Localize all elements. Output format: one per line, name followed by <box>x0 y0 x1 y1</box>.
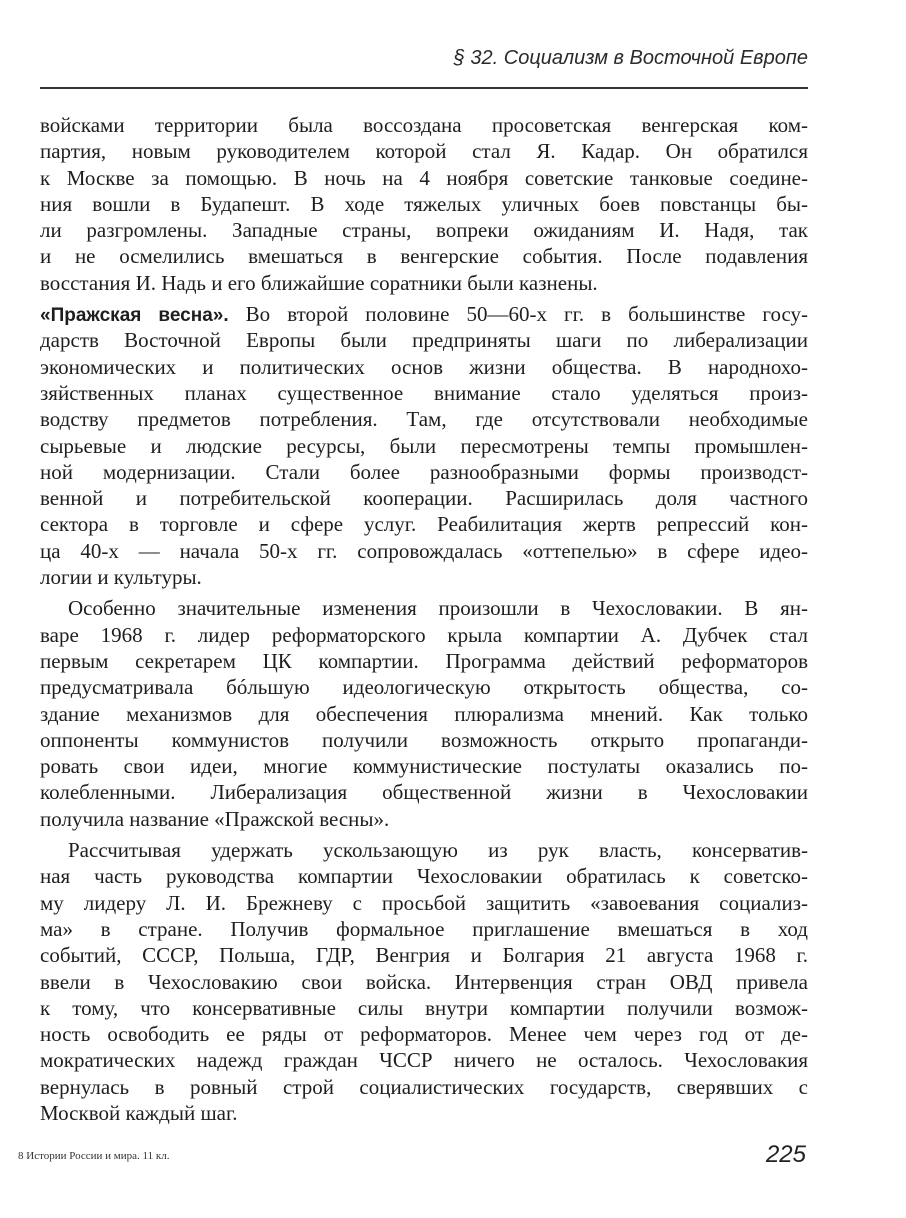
text-line: сырьевые и людские ресурсы, были пересмотрены темпы промышлен- <box>40 433 808 458</box>
text-line: и не осмелились вмешаться в венгерские события. После подавления <box>40 244 808 269</box>
text-line: Москвой каждый шаг. <box>40 1100 238 1125</box>
text-line: варе 1968 г. лидер реформаторского крыла компартии А. Дубчек стал <box>40 622 808 647</box>
text-line: экономических и политических основ жизни общества. В народнохо- <box>40 354 808 379</box>
text-line <box>40 301 808 327</box>
text-line: колебленными. Либерализация общественной жизни в Чехословакии <box>40 780 808 805</box>
printer-signature: 8 Истории России и мира. 11 кл. <box>18 1150 170 1162</box>
text-line: вернулась в ровный строй социалистических государств, сверявших с <box>40 1074 808 1099</box>
text-line: ма» в стране. Получив формальное приглашение вмешаться в ход <box>40 916 808 941</box>
text-line: му лидеру Л. И. Брежневу с просьбой защитить «завоевания социализ- <box>40 890 808 915</box>
text-run: Во второй половине 50—60-х гг. в большинстве госу- <box>228 302 808 327</box>
section-subheading: «Пражская весна». <box>40 305 229 327</box>
text-line: ность освободить ее ряды от реформаторов. Менее чем через год от де- <box>40 1022 808 1047</box>
text-line: ца 40-х — начала 50-х гг. сопровождалась «оттепелью» в сфере идео- <box>40 538 808 563</box>
text-line: предусматривала бóльшую идеологическую открытость общества, со- <box>40 675 808 700</box>
text-line: ровать свои идеи, многие коммунистические постулаты оказались по- <box>40 754 808 779</box>
text-line: венной и потребительской кооперации. Расширилась доля частного <box>40 486 808 511</box>
text-line: здание механизмов для обеспечения плюрализма мнений. Как только <box>40 701 808 726</box>
paragraph <box>40 595 808 832</box>
text-line: водству предметов потребления. Там, где отсутствовали необходимые <box>40 407 808 432</box>
text-line: первым секретарем ЦК компартии. Программа действий реформаторов <box>40 648 808 673</box>
text-line: логии и культуры. <box>40 565 202 590</box>
text-line: ли разгромлены. Западные страны, вопреки ожиданиям И. Надя, так <box>40 218 808 243</box>
text-line: партия, новым руководителем которой стал Я. Кадар. Он обратился <box>40 139 808 164</box>
text-line: ная часть руководства компартии Чехословакии обратилась к советско- <box>40 864 808 889</box>
text-line: получила название «Пражской весны». <box>40 806 390 831</box>
text-line: событий, СССР, Польша, ГДР, Венгрия и Болгария 21 августа 1968 г. <box>40 943 808 968</box>
paragraph <box>40 112 808 296</box>
text-line: сектора в торговле и сфере услуг. Реабилитация жертв репрессий кон- <box>40 512 808 537</box>
text-line: войсками территории была воссоздана просоветская венгерская ком- <box>40 113 808 137</box>
text-line: дарств Восточной Европы были предприняты шаги по либерализации <box>40 328 808 353</box>
page-number: 225 <box>765 1141 806 1168</box>
paragraph <box>40 301 808 590</box>
text-line: мократических надежд граждан ЧССР ничего не осталось. Чехословакия <box>40 1048 808 1073</box>
text-line: ввели в Чехословакию свои войска. Интервенция стран ОВД привела <box>40 969 808 994</box>
text-line: Особенно значительные изменения произошли в Чехословакии. В ян- <box>68 596 808 621</box>
text-line: зяйственных планах существенное внимание стало уделяться произ- <box>40 380 808 405</box>
text-line: ной модернизации. Стали более разнообразными формы производст- <box>40 459 808 484</box>
running-header: § 32. Социализм в Восточной Европе <box>453 47 808 69</box>
text-line: оппоненты коммунистов получили возможность открыто пропаганди- <box>40 727 808 752</box>
text-line: ния вошли в Будапешт. В ходе тяжелых уличных боев повстанцы бы- <box>40 191 808 216</box>
text-line: к Москве за помощью. В ночь на 4 ноября советские танковые соедине- <box>40 165 808 190</box>
text-line: к тому, что консервативные силы внутри компартии получили возмож- <box>40 995 808 1020</box>
paragraph <box>40 837 808 1126</box>
header-rule <box>40 87 808 89</box>
text-line: восстания И. Надь и его ближайшие соратники были казнены. <box>40 270 598 295</box>
body-text <box>40 112 808 1126</box>
text-line: Рассчитывая удержать ускользающую из рук власть, консерватив- <box>68 838 808 863</box>
